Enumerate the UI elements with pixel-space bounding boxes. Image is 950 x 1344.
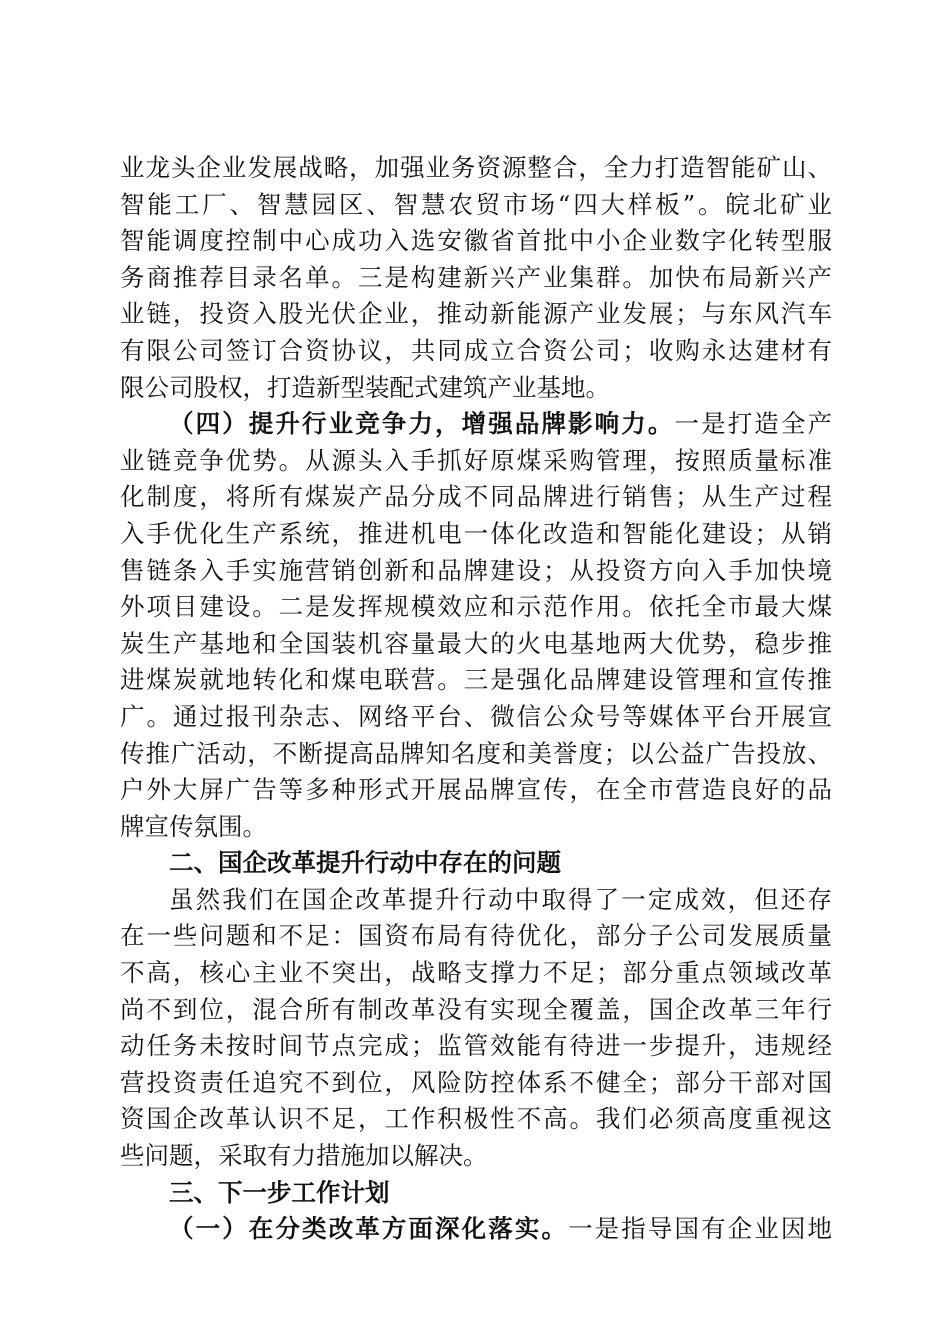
paragraph-line: 智能工厂、智慧园区、智慧农贸市场“四大样板”。皖北矿业 (120, 189, 832, 219)
paragraph-line: 尚不到位，混合所有制改革没有实现全覆盖，国企改革三年行 (120, 994, 832, 1024)
paragraph-line: 业链，投资入股光伏企业，推动新能源产业发展；与东风汽车 (120, 299, 832, 329)
paragraph-line: 户外大屏广告等多种形式开展品牌宣传，在全市营造良好的品 (120, 775, 832, 805)
paragraph-line: 虽然我们在国企改革提升行动中取得了一定成效，但还存 (169, 884, 832, 914)
paragraph-line: 业龙头企业发展战略，加强业务资源整合，全力打造智能矿山、 (120, 153, 832, 182)
section-four-lead: （四）提升行业竞争力，增强品牌影响力。 (169, 409, 675, 439)
paragraph-line: 务商推荐目录名单。三是构建新兴产业集群。加快布局新兴产 (120, 262, 832, 292)
paragraph-line: 在一些问题和不足：国资布局有待优化，部分子公司发展质量 (120, 921, 832, 951)
section-heading-next-plan: 三、下一步工作计划 (169, 1177, 390, 1207)
plan-first-rest: 一是指导国有企业因地 (568, 1214, 832, 1244)
paragraph-line: 广。通过报刊杂志、网络平台、微信公众号等媒体平台开展宣 (120, 701, 832, 731)
paragraph-line: 营投资责任追究不到位，风险防控体系不健全；部分干部对国 (120, 1067, 832, 1097)
paragraph-line: 动任务未按时间节点完成；监管效能有待进一步提升，违规经 (120, 1031, 832, 1061)
paragraph-line: 限公司股权，打造新型装配式建筑产业基地。 (120, 372, 610, 402)
paragraph-line: 外项目建设。二是发挥规模效应和示范作用。依托全市最大煤 (120, 592, 832, 622)
paragraph-line: 入手优化生产系统，推进机电一体化改造和智能化建设；从销 (120, 518, 832, 548)
section-heading-problems: 二、国企改革提升行动中存在的问题 (169, 848, 561, 878)
plan-lead: （一）在分类改革方面深化落实。 (169, 1214, 569, 1244)
paragraph-line: 智能调度控制中心成功入选安徽省首批中小企业数字化转型服 (120, 226, 832, 256)
paragraph-line: 有限公司签订合资协议，共同成立合资公司；收购永达建材有 (120, 335, 832, 365)
document-body (120, 150, 832, 1248)
paragraph-line: 化制度，将所有煤炭产品分成不同品牌进行销售；从生产过程 (120, 482, 832, 512)
section-four-first-line (120, 406, 832, 443)
paragraph-line: 不高，核心主业不突出，战略支撑力不足；部分重点领域改革 (120, 958, 832, 988)
paragraph-line: 进煤炭就地转化和煤电联营。三是强化品牌建设管理和宣传推 (120, 665, 832, 695)
paragraph-line: 炭生产基地和全国装机容量最大的火电基地两大优势，稳步推 (120, 628, 832, 658)
paragraph-line: 些问题，采取有力措施加以解决。 (120, 1141, 488, 1171)
paragraph-line: 业链竞争优势。从源头入手抓好原煤采购管理，按照质量标准 (120, 445, 832, 475)
paragraph-line: 售链条入手实施营销创新和品牌建设；从投资方向入手加快境 (120, 555, 832, 585)
section-four-first-rest: 一是打造全产 (674, 409, 833, 439)
paragraph-line: 资国企改革认识不足，工作积极性不高。我们必须高度重视这 (120, 1104, 832, 1134)
plan-first-line (120, 1211, 832, 1248)
paragraph-line: 传推广活动，不断提高品牌知名度和美誉度；以公益广告投放、 (120, 738, 832, 768)
paragraph-line: 牌宣传氛围。 (120, 811, 267, 841)
